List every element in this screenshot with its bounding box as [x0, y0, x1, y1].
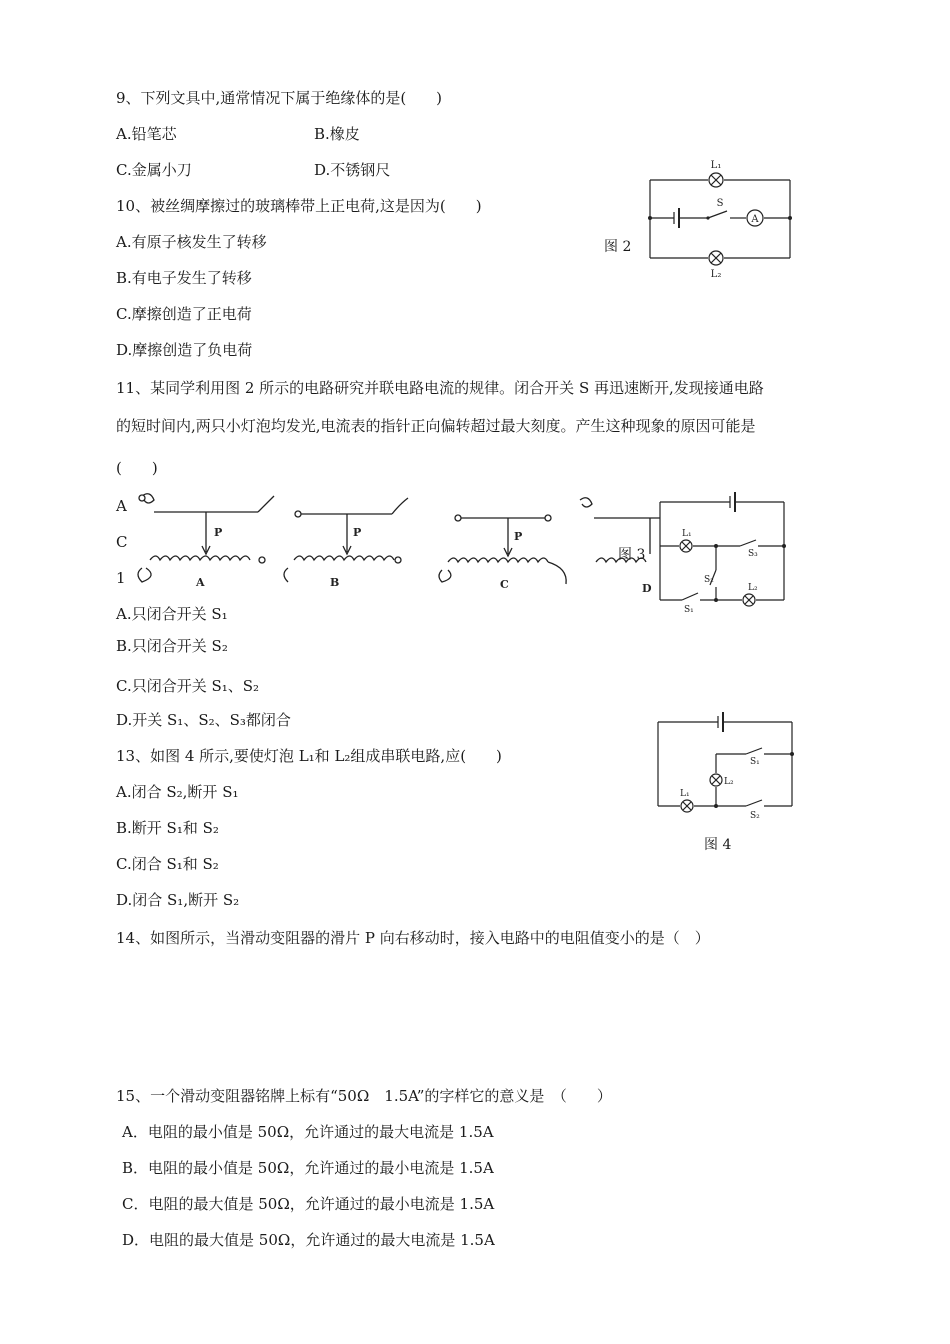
figure-4-circuit	[650, 708, 800, 824]
rheostat-a-label: A	[196, 576, 205, 589]
q13-option-b: B.断开 S₁和 S₂	[116, 819, 219, 837]
q10-option-d: D.摩擦创造了负电荷	[116, 341, 253, 359]
rheostat-c	[439, 515, 566, 584]
fig3-s2-label: S₂	[704, 575, 714, 585]
q11-fragment-c: C	[116, 533, 128, 551]
fig4-l2-label: L₂	[724, 777, 734, 787]
rheostat-d-label: D	[642, 582, 652, 595]
fig4-s2-label: S₂	[750, 811, 760, 821]
figure-3-caption: 图 3	[618, 547, 646, 563]
rheostat-a-p-label: P	[214, 526, 223, 539]
lamp-icon	[709, 173, 723, 265]
q15-stem: 15、一个滑动变阻器铭牌上标有“50Ω 1.5A”的字样它的意义是 （ ）	[116, 1087, 612, 1105]
fig4-l1-label: L₁	[680, 789, 690, 799]
q15-option-b: B．电阻的最小值是 50Ω，允许通过的最小电流是 1.5A	[122, 1159, 494, 1177]
q11-line-1: 11、某同学利用图 2 所示的电路研究并联电路电流的规律。闭合开关 S 再迅速断开,发现接通电路	[116, 379, 764, 397]
fig2-s-label: S	[716, 198, 724, 209]
ammeter-icon	[747, 210, 763, 226]
rheostat-c-p-label: P	[514, 530, 523, 543]
fig2-ammeter-label: A	[751, 214, 759, 225]
q9-option-a: A.铅笔芯	[116, 125, 177, 143]
rheostat-c-label: C	[500, 578, 509, 591]
rheostat-b-p-label: P	[353, 526, 362, 539]
q10-stem: 10、被丝绸摩擦过的玻璃棒带上正电荷,这是因为( )	[116, 197, 482, 215]
q9-option-b: B.橡皮	[314, 125, 360, 143]
q10-option-a: A.有原子核发生了转移	[116, 233, 267, 251]
figure-2-circuit	[640, 155, 800, 280]
rheostat-b-label: B	[330, 576, 340, 589]
q11-fragment-a: A	[116, 497, 127, 515]
q13-option-c: C.闭合 S₁和 S₂	[116, 855, 219, 873]
q15-option-c: C．电阻的最大值是 50Ω，允许通过的最小电流是 1.5A	[122, 1195, 495, 1213]
figure-3-circuit	[654, 490, 794, 612]
q14-stem: 14、如图所示，当滑动变阻器的滑片 P 向右移动时，接入电路中的电阻值变小的是（ ）	[116, 929, 710, 947]
fig2-l1-label: L₁	[710, 160, 722, 171]
q12-option-d: D.开关 S₁、S₂、S₃都闭合	[116, 711, 291, 729]
figure-4-caption: 图 4	[704, 837, 732, 853]
q11-line-3: ( )	[116, 459, 158, 477]
fig2-l2-label: L₂	[710, 269, 722, 280]
q13-option-a: A.闭合 S₂,断开 S₁	[116, 783, 239, 801]
fig4-s1-label: S₁	[750, 757, 760, 767]
q15-option-d: D．电阻的最大值是 50Ω，允许通过的最大电流是 1.5A	[122, 1231, 495, 1249]
fig3-l1-label: L₁	[682, 529, 692, 539]
q13-option-d: D.闭合 S₁,断开 S₂	[116, 891, 240, 909]
q10-option-b: B.有电子发生了转移	[116, 269, 252, 287]
q13-stem: 13、如图 4 所示,要使灯泡 L₁和 L₂组成串联电路,应( )	[116, 747, 502, 765]
q12-option-a: A.只闭合开关 S₁	[116, 605, 228, 623]
q9-stem: 9、下列文具中,通常情况下属于绝缘体的是( )	[116, 89, 443, 107]
q11-line-2: 的短时间内,两只小灯泡均发光,电流表的指针正向偏转超过最大刻度。产生这种现象的原因可能是	[116, 417, 756, 435]
figure-2-caption: 图 2	[604, 239, 632, 255]
q12-option-b: B.只闭合开关 S₂	[116, 637, 228, 655]
fig3-s1-label: S₁	[684, 605, 694, 612]
q12-fragment-1: 1	[116, 569, 126, 587]
fig3-s3-label: S₃	[748, 549, 758, 559]
fig3-l2-label: L₂	[748, 583, 758, 593]
q15-option-a: A．电阻的最小值是 50Ω，允许通过的最大电流是 1.5A	[122, 1123, 494, 1141]
rheostat-a	[138, 494, 274, 582]
q9-option-d: D.不锈钢尺	[314, 161, 391, 179]
rheostat-b	[284, 498, 408, 582]
q10-option-c: C.摩擦创造了正电荷	[116, 305, 252, 323]
q12-option-c: C.只闭合开关 S₁、S₂	[116, 677, 260, 695]
rheostat-figures	[130, 488, 660, 606]
q9-option-c: C.金属小刀	[116, 161, 192, 179]
